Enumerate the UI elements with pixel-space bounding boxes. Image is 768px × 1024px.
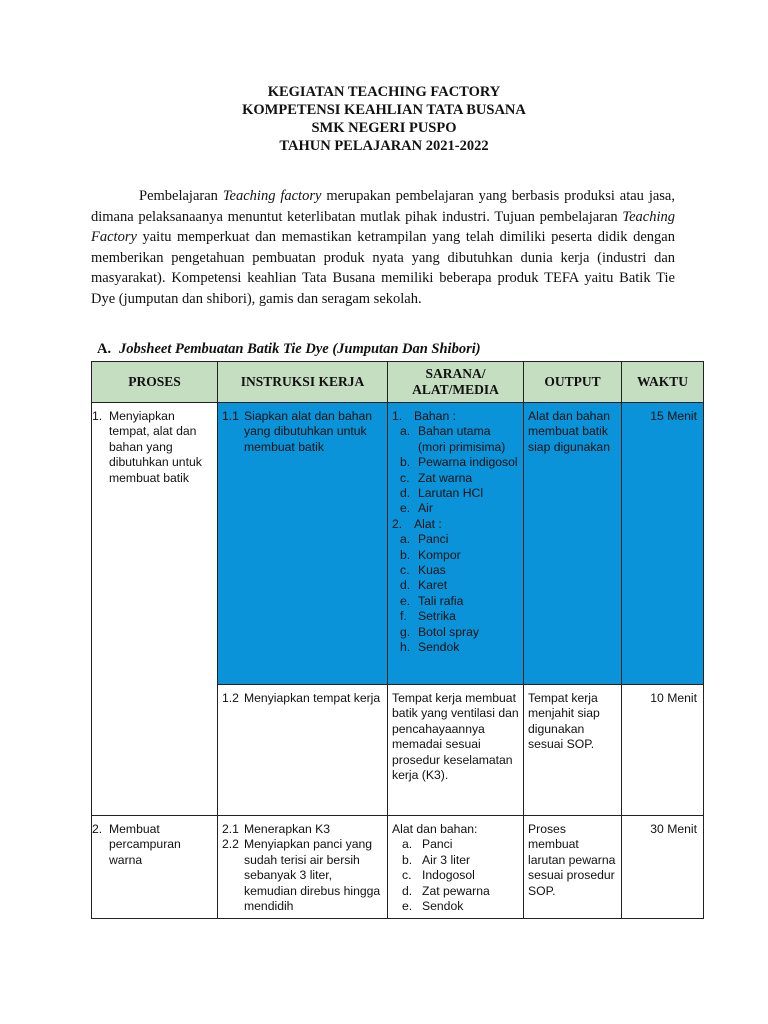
header-output: OUTPUT: [524, 362, 622, 403]
output-cell: [524, 816, 622, 919]
list-item: b. Pewarna indigosol: [400, 455, 518, 470]
header-sarana: [388, 362, 524, 403]
output-cell: [524, 403, 622, 685]
list-item: b. Kompor: [400, 547, 461, 562]
sarana-cell: [388, 403, 524, 685]
instruksi-cell: [218, 816, 388, 919]
list-item: a. Panci: [400, 532, 449, 547]
title-line-3: SMK NEGERI PUSPO: [311, 120, 457, 136]
sarana-cell: [388, 816, 524, 919]
instruksi-number: 2.1: [222, 822, 239, 836]
list-item: e. Tali rafia: [400, 593, 464, 608]
header-proses: PROSES: [92, 362, 218, 403]
instruksi-cell: [218, 685, 388, 816]
list-item: b. Air 3 liter: [402, 852, 471, 867]
list-item: g. Botol spray: [400, 624, 479, 639]
list-item: e. Sendok: [402, 899, 464, 914]
bahan-number: 1.: [392, 409, 403, 423]
bahan-label: Bahan :: [414, 409, 457, 423]
header-sarana-line2: ALAT/MEDIA: [412, 382, 499, 397]
table-header-row: [92, 362, 704, 403]
title-line-1: KEGIATAN TEACHING FACTORY: [267, 84, 501, 100]
paragraph-italic: Teaching factory: [222, 188, 322, 204]
output-text: Alat dan bahan membuat batik siap digunakan: [528, 409, 610, 454]
table-row: [92, 403, 704, 685]
waktu-text: 30 Menit: [650, 822, 697, 836]
list-item: h. Sendok: [400, 640, 460, 655]
instruksi-text: Siapkan alat dan bahan yang dibutuhkan untuk membuat batik: [244, 409, 373, 454]
proses-number: 2.: [92, 822, 103, 836]
section-title: Jobsheet Pembuatan Batik Tie Dye (Jumputan Dan Shibori): [119, 341, 481, 357]
list-item: c. Zat warna: [400, 470, 473, 485]
header-sarana-line1: SARANA/: [425, 366, 486, 381]
intro-paragraph: [91, 186, 675, 310]
proses-cell: [92, 816, 218, 919]
waktu-text: 10 Menit: [650, 691, 697, 705]
proses-number: 1.: [92, 409, 103, 423]
list-item: d. Zat pewarna: [402, 883, 490, 898]
output-cell: [524, 685, 622, 816]
paragraph-text: yaitu memperkuat dan memastikan ketrampilan yang telah dimiliki peserta didik dengan memberikan pengetahuan pembuatan produk nyata yang dibutuhkan dunia kerja (industri dan masyarakat). Kompetensi keahlian Tata Busana memiliki beberapa produk TEFA yaitu Batik Tie Dye (jumputan dan shibori), gamis dan seragam sekolah.: [91, 229, 675, 307]
output-text: Tempat kerja menjahit siap digunakan sesuai SOP.: [528, 691, 600, 752]
paragraph-italic: Teaching Factory: [91, 208, 675, 246]
sarana-label: Alat dan bahan:: [392, 822, 478, 836]
list-item: f. Setrika: [400, 609, 456, 624]
paragraph-text: Pembelajaran: [139, 188, 223, 204]
list-item: a. Panci: [402, 837, 453, 852]
proses-text: Membuat percampuran warna: [109, 822, 181, 867]
alat-label: Alat :: [414, 516, 442, 531]
instruksi-text: Menerapkan K3: [244, 822, 331, 836]
header-instruksi: INSTRUKSI KERJA: [218, 362, 388, 403]
instruksi-text: Menyiapkan tempat kerja: [244, 691, 381, 705]
waktu-cell: [622, 816, 704, 919]
waktu-cell: [622, 403, 704, 685]
alat-number: 2.: [392, 516, 403, 531]
proses-cell: [92, 403, 218, 816]
output-text: Proses membuat larutan pewarna sesuai prosedur SOP.: [528, 822, 616, 898]
title-line-2: KOMPETENSI KEAHLIAN TATA BUSANA: [242, 102, 526, 118]
instruksi-number: 1.1: [222, 409, 239, 423]
jobsheet-table: [91, 361, 704, 919]
sarana-text: Tempat kerja membuat batik yang ventilasi dan pencahayaannya memadai sesuai prosedur keselamatan kerja (K3).: [392, 691, 519, 783]
list-item: d. Larutan HCl: [400, 486, 484, 501]
list-item: c. Kuas: [400, 563, 446, 578]
title-line-4: TAHUN PELAJARAN 2021-2022: [279, 138, 489, 154]
proses-text: Menyiapkan tempat, alat dan bahan yang dibutuhkan untuk membuat batik: [109, 409, 202, 485]
list-item: a. Bahan utama (mori primisima): [400, 424, 506, 454]
instruksi-text: Menyiapkan panci yang sudah terisi air bersih sebanyak 3 liter, kemudian direbus hingga mendidih: [244, 837, 381, 914]
instruksi-cell: [218, 403, 388, 685]
header-waktu: WAKTU: [622, 362, 704, 403]
list-item: e. Air: [400, 501, 433, 516]
document-title: [0, 83, 768, 155]
waktu-text: 15 Menit: [650, 409, 697, 423]
instruksi-number: 2.2: [222, 837, 239, 852]
instruksi-number: 1.2: [222, 691, 239, 705]
sarana-cell: [388, 685, 524, 816]
list-item: c. Indogosol: [402, 868, 475, 883]
paragraph-text: merupakan pembelajaran yang berbasis produksi atau jasa, dimana pelaksanaanya menuntut keterlibatan mutlak pihak industri. Tujuan pembelajaran: [91, 188, 675, 225]
list-item: d. Karet: [400, 578, 448, 593]
section-heading: [97, 341, 481, 358]
table-row: [92, 816, 704, 919]
section-letter: A.: [97, 341, 112, 357]
waktu-cell: [622, 685, 704, 816]
